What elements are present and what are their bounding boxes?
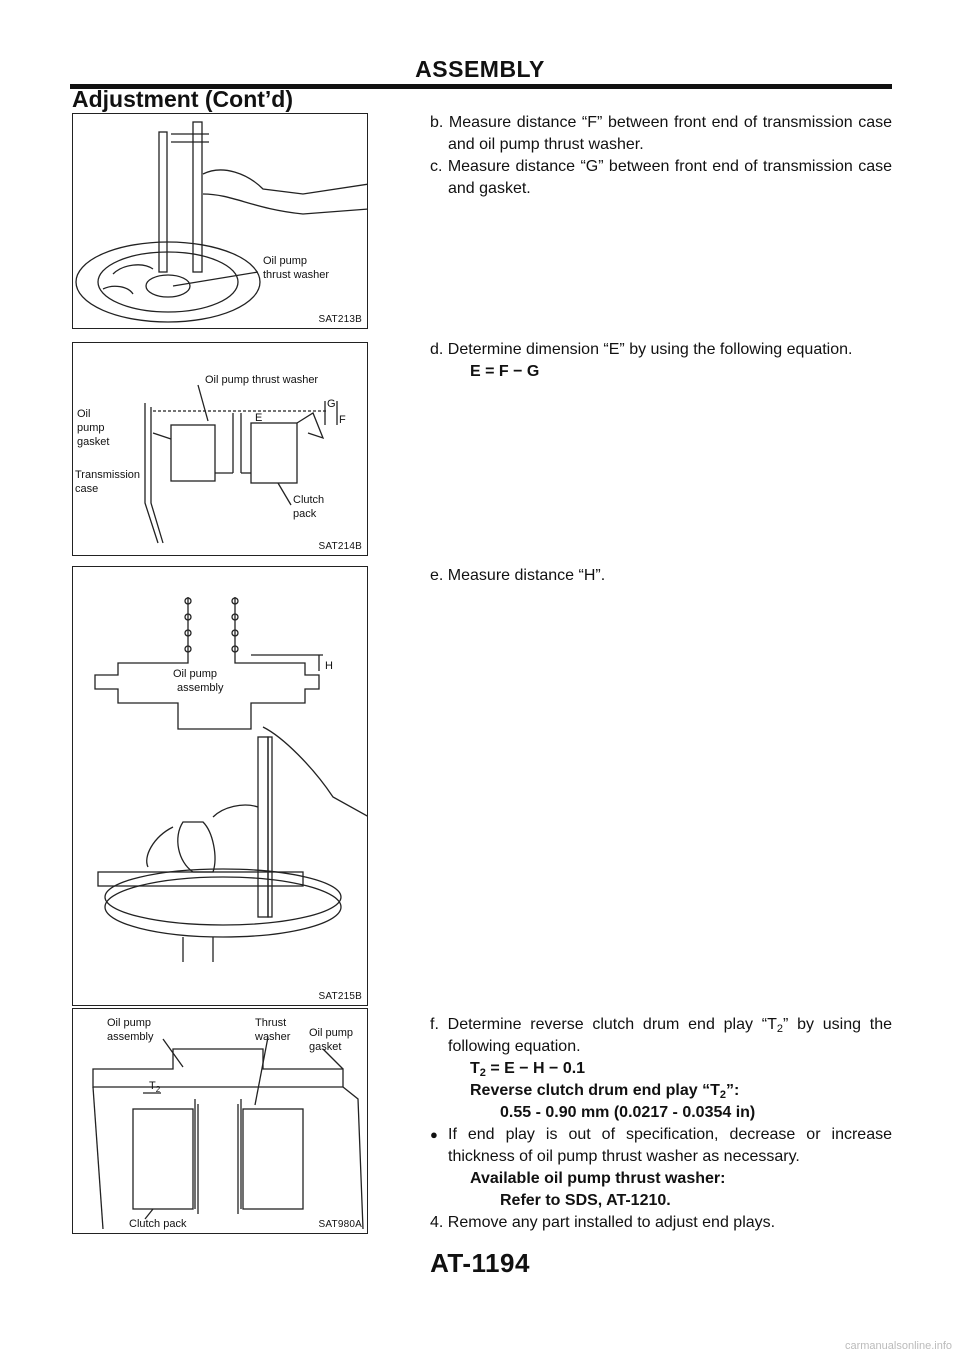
label-h: H <box>325 660 333 672</box>
label-pack: pack <box>293 508 317 520</box>
label-thrust-washer: thrust washer <box>263 269 330 281</box>
label-t2: $T_2$ <box>149 1080 161 1094</box>
label-thrust: Thrust <box>255 1017 287 1029</box>
distance-h-illustration <box>73 567 368 1006</box>
step-e-block <box>430 565 892 587</box>
header-title: ASSEMBLY <box>415 56 545 82</box>
spec-label: Reverse clutch drum end play “$T_2$”: <box>470 1082 740 1101</box>
bullet-item <box>430 1124 892 1168</box>
figure-code: SAT980A <box>318 1219 362 1230</box>
washer-label: Available oil pump thrust washer: <box>470 1170 726 1187</box>
step-e: e. Measure distance “H”. <box>430 567 606 584</box>
end-play-illustration <box>73 1009 368 1234</box>
watermark: carmanualsonline.info <box>844 1340 952 1352</box>
label-assembly: assembly <box>177 682 224 694</box>
caliper-illustration <box>73 114 368 329</box>
step-d: d. Determine dimension “E” by using the following equation. <box>430 341 853 358</box>
figure-code: SAT213B <box>318 314 362 325</box>
label-washer: washer <box>255 1031 291 1043</box>
step-b: b. Measure distance “F” between front end of transmission case and oil pump thrust washer. <box>430 114 892 153</box>
label-gasket: gasket <box>309 1041 342 1053</box>
dimension-illustration <box>73 343 368 556</box>
equation-t2: $T_2 = E - H - 0.1$ <box>470 1060 586 1079</box>
equation-e: E = F − G <box>470 363 540 380</box>
label-pump: pump <box>77 422 105 434</box>
label-g: G <box>327 398 336 410</box>
section-title: Adjustment (Cont’d) <box>72 86 294 112</box>
label-case: case <box>75 483 99 495</box>
label-oil-pump: Oil pump <box>263 255 308 267</box>
figure-caliper-measurement <box>72 113 368 329</box>
label-oil-pump-gasket: Oil pump <box>309 1027 354 1039</box>
bullet-icon: ● <box>430 1127 438 1142</box>
label-gasket: gasket <box>77 436 110 448</box>
spec-value: 0.55 - 0.90 mm (0.0217 - 0.0354 in) <box>500 1104 756 1121</box>
label-oil-pump: Oil pump <box>107 1017 152 1029</box>
label-oil-pump: Oil pump <box>173 668 218 680</box>
label-oil: Oil <box>77 408 91 420</box>
step-4: 4. Remove any part installed to adjust end plays. <box>430 1214 776 1231</box>
step-d-block <box>430 339 892 383</box>
label-assembly: assembly <box>107 1031 154 1043</box>
figure-distance-h <box>72 566 368 1006</box>
figure-code: SAT214B <box>318 541 362 552</box>
step-c: c. Measure distance “G” between front end of transmission case and gasket. <box>430 158 892 197</box>
label-transmission: Transmission <box>75 469 140 481</box>
washer-ref: Refer to SDS, AT-1210. <box>500 1192 671 1209</box>
label-clutch: Clutch <box>293 494 325 506</box>
figure-end-play-t2 <box>72 1008 368 1234</box>
page-number: AT-1194 <box>430 1248 530 1278</box>
bullet-text: If end play is out of specification, decrease or increase thickness of oil pump thrust washer as necessary. <box>448 1126 892 1165</box>
step-f: f. Determine reverse clutch drum end play “$T_2$” by using the following equation. <box>430 1016 892 1055</box>
label-e: E <box>255 412 263 424</box>
label-f: F <box>339 414 346 426</box>
figure-code: SAT215B <box>318 991 362 1002</box>
step-f-block <box>430 1014 892 1234</box>
figure-dimension-e <box>72 342 368 556</box>
label-oil-pump-thrust-washer: Oil pump thrust washer <box>205 374 319 386</box>
steps-b-c <box>430 112 892 200</box>
label-clutch-pack: Clutch pack <box>129 1218 187 1230</box>
